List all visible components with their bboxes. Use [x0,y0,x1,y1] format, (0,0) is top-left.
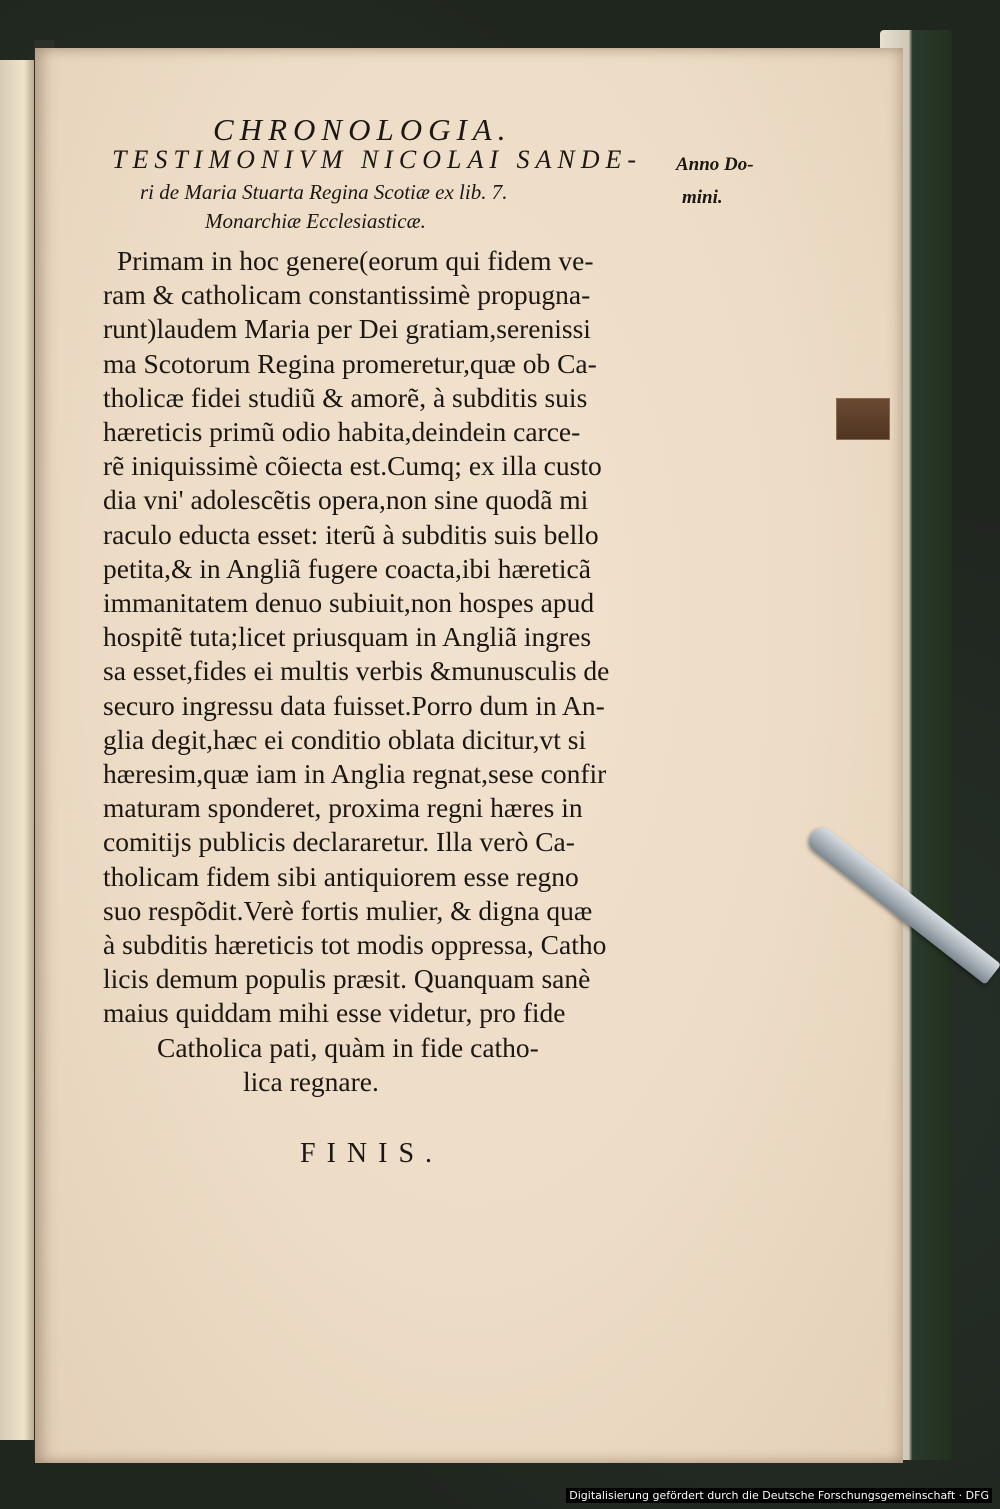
facing-page-edge [0,60,36,1440]
body-line: Primam in hoc genere(eorum qui fidem ve- [117,245,594,276]
running-title: CHRONOLOGIA. [213,112,512,147]
margin-note [676,148,754,214]
body-line: rẽ iniquissimè cõiecta est.Cumq; ex illa custo [103,450,602,482]
heading-line-3: Monarchiæ Ecclesiasticæ. [205,209,426,233]
heading-line-1: TESTIMONIVM NICOLAI SANDE- [112,145,643,174]
body-line: glia degit,hæc ei conditio oblata dicitur,vt si [103,723,587,755]
body-line: immanitatem denuo subiuit,non hospes apud [103,587,595,619]
body-line: maius quiddam mihi esse videtur, pro fide [103,997,566,1029]
body-line: petita,& in Angliã fugere coacta,ibi hæreticã [103,552,591,584]
heading-line-2: ri de Maria Stuarta Regina Scotiæ ex lib. 7. [140,180,508,204]
body-line: dia vni' adolescẽtis opera,non sine quodã mi [103,484,589,516]
body-line: tholicæ fidei studiũ & amorẽ, à subditis suis [103,381,588,413]
body-line: Catholica pati, quàm in fide catho- [157,1031,539,1063]
margin-note-line-2: mini. [682,187,723,208]
body-line: licis demum populis præsit. Quanquam sanè [103,963,591,995]
body-line: hæresim,quæ iam in Anglia regnat,sese confir [103,758,607,790]
body-text [103,244,693,1099]
body-line: sa esset,fides ei multis verbis &munusculis de [103,655,610,687]
body-line: tholicam fidem sibi antiquiorem esse regno [103,860,579,892]
margin-note-line-1: Anno Do- [676,154,754,175]
body-line: securo ingressu data fuisset.Porro dum in An- [103,689,605,721]
body-line: ma Scotorum Regina promeretur,quæ ob Ca- [103,347,597,379]
finis: FINIS. [300,1138,444,1169]
body-line: comitijs publicis declararetur. Illa verò Ca- [103,826,575,858]
leather-tab [836,398,890,440]
body-line: hospitẽ tuta;licet priusquam in Angliã ingres [103,621,592,653]
footer-credit: Digitalisierung gefördert durch die Deutsche Forschungsgemeinschaft · DFG [566,1488,992,1503]
body-line: maturam sponderet, proxima regni hæres in [103,792,583,824]
body-line: ram & catholicam constantissimè propugna- [103,279,591,311]
body-line: hæreticis primũ odio habita,deindein carce- [103,416,581,448]
body-line: raculo educta esset: iterũ à subditis suis bello [103,518,599,550]
body-line: suo respõdit.Verè fortis mulier, & digna quæ [103,894,593,926]
body-line: à subditis hæreticis tot modis oppressa, Catho [103,929,607,961]
body-line: lica regnare. [243,1065,379,1097]
body-line: runt)laudem Maria per Dei gratiam,serenissi [103,313,591,345]
